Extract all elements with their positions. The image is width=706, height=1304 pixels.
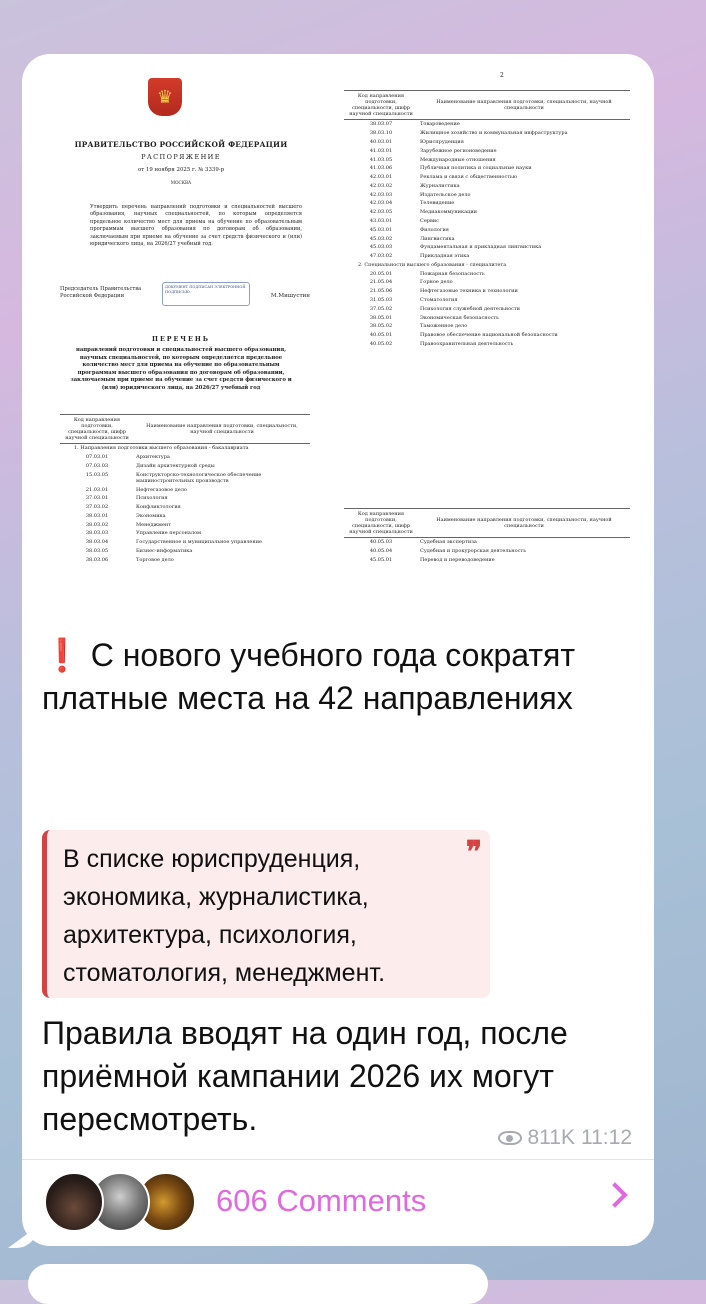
table-row [60,453,310,462]
table-row [60,511,310,520]
post-title-text: С нового учебного года сократят платные места на 42 направлениях [42,637,575,716]
next-message-bubble [28,1264,488,1304]
row-name: Лингвистика [420,235,455,242]
row-name: Перевод и переводоведение [420,556,495,563]
table-row [344,287,630,296]
row-code: 21.03.01 [85,486,109,493]
row-name: Психология [136,495,168,502]
table-row [344,208,630,217]
table-header-name: Наименование направления подготовки, специальности, научной специальности [418,91,630,120]
row-code: 37.03.01 [85,495,109,502]
row-code: 21.05.06 [369,288,393,295]
row-name: Телевидение [420,200,455,207]
row-name: Филология [420,226,449,233]
document-signer: М.Мишустин [270,293,310,299]
document-table-right-2 [344,508,630,564]
row-code: 38.03.02 [85,521,109,528]
avatar [44,1172,104,1232]
table-row [344,146,630,155]
table-row [344,340,630,349]
row-code: 45.03.02 [369,235,393,242]
row-name: Медиакоммуникации [420,209,477,216]
table-row [344,217,630,226]
row-name: Юриспруденция [420,138,464,145]
row-name: Издательское дело [420,191,471,198]
table-row [344,556,630,565]
table-row [60,547,310,556]
row-name: Реклама и связи с общественностью [420,174,518,181]
exclamation-icon: ❗ [42,637,82,673]
table-row [344,234,630,243]
table-row [344,155,630,164]
view-count: 811K [527,1126,575,1149]
table-row [344,547,630,556]
row-code: 42.03.04 [369,200,393,207]
row-name: Торговое дело [136,556,174,563]
signature-stamp: ДОКУМЕНТ ПОДПИСАН ЭЛЕКТРОННОЙ ПОДПИСЬЮ [162,282,250,306]
page-number: 2 [500,72,504,79]
chevron-right-icon [602,1182,627,1207]
row-name: Жилищное хозяйство и коммунальная инфраструктура [420,130,568,137]
table-row [60,503,310,512]
table-row [344,225,630,234]
table-row [344,243,630,252]
row-code: 42.03.01 [369,174,393,181]
table-row [60,494,310,503]
row-code: 38.03.10 [369,130,393,137]
row-name: Зарубежное регионоведение [420,147,497,154]
table-row [60,462,310,471]
row-name: Правовое обеспечение национальной безопасности [420,332,558,339]
table-row [344,190,630,199]
post-title [42,634,602,720]
document-order-text: Утвердить перечень направлений подготовки и специальностей высшего образования, научных специальностей, по которым определяется предельное количество мест для приема на обучение по образовательным программам высшего образования по договорам об образовании, заключаемым при приеме на обучение за счет средств физического и (или) юридического лица, на 2026/27 учебный год. [90,204,302,248]
row-code: 45.03.03 [369,244,393,251]
table-row [344,129,630,138]
row-code: 38.03.01 [85,512,109,519]
table-row [344,331,630,340]
row-code: 45.05.01 [369,556,393,563]
row-name: Экономическая безопасность [420,314,499,321]
row-name: Государственное и муниципальное управление [136,539,262,546]
row-code: 07.03.01 [85,454,109,461]
row-name: Менеджмент [136,521,171,528]
post-meta [498,1126,633,1150]
row-code: 21.05.04 [369,279,393,286]
post-body: Правила вводят на один год, после приёмной кампании 2026 их могут пересмотреть. [42,1015,568,1137]
comments-label: 606 Comments [216,1183,427,1218]
row-code: 42.03.02 [369,182,393,189]
quote-mark-icon: ❞ [465,835,482,870]
row-name: Сервис [420,217,439,224]
row-name: Конфликтология [136,504,181,511]
table-row [344,296,630,305]
row-name: Управление персоналом [136,530,201,537]
row-name: Стоматология [420,297,458,304]
document-order-type: РАСПОРЯЖЕНИЕ [141,153,221,161]
row-code: 40.05.03 [369,539,393,546]
post-time: 11:12 [581,1126,632,1149]
comments-button[interactable] [22,1160,654,1246]
row-name: Публичная политика и социальные науки [420,165,532,172]
row-name: Бизнес-информатика [136,547,193,554]
row-name: Нефтегазовые техника и технологии [420,288,518,295]
table-row [344,269,630,278]
table-header-name: Наименование направления подготовки, специальности, научной специальности [418,509,630,538]
row-code: 15.03.05 [85,471,109,478]
coat-of-arms-icon: ♛ [148,78,182,116]
table-section: 1. Направления подготовки высшего образования - бакалавриата [74,445,249,452]
table-row [60,555,310,564]
table-row [344,138,630,147]
row-code: 40.05.01 [369,332,393,339]
table-row [344,173,630,182]
table-row [344,252,630,261]
row-name: Конструкторско-технологическое обеспечение машиностроительных производств [136,471,262,484]
document-table-right [344,90,630,348]
row-code: 38.03.06 [85,556,109,563]
row-code: 38.03.07 [369,121,393,128]
row-code: 41.03.01 [369,147,393,154]
document-page-2 [330,64,630,664]
document-list-title: ПЕРЕЧЕНЬ [152,336,210,343]
row-code: 38.03.04 [85,539,109,546]
row-name: Дизайн архитектурной среды [136,462,215,469]
table-header-code: Код направления подготовки, специальности, шифр научной специальности [344,509,418,538]
row-code: 07.03.03 [85,462,109,469]
row-code: 31.05.03 [369,297,393,304]
row-code: 41.03.05 [369,156,393,163]
row-code: 37.03.02 [85,504,109,511]
table-row [60,529,310,538]
table-row [344,120,630,129]
table-row [344,278,630,287]
table-row [344,313,630,322]
row-code: 20.05.01 [369,270,393,277]
row-name: Психология служебной деятельности [420,305,521,312]
row-code: 43.03.01 [369,217,393,224]
document-page-1 [50,64,312,664]
quote-text: В списке юриспруденция, экономика, журналистика, архитектура, психология, стоматология, менеджмент. [63,845,386,987]
row-code: 45.03.01 [369,226,393,233]
table-row [60,538,310,547]
document-table-left [60,414,310,564]
table-row [344,304,630,313]
table-row [344,164,630,173]
row-code: 38.03.03 [85,530,109,537]
row-name: Судебная экспертиза [420,539,477,546]
row-code: 40.05.02 [369,340,393,347]
row-code: 38.05.01 [369,314,393,321]
row-name: Таможенное дело [420,323,468,330]
row-code: 42.03.03 [369,191,393,198]
document-gov-title: ПРАВИТЕЛЬСТВО РОССИЙСКОЙ ФЕДЕРАЦИИ [74,140,288,149]
row-name: Товароведение [420,121,460,128]
table-header-name: Наименование направления подготовки, специальности, научной специальности [134,415,310,444]
table-header-code: Код направления подготовки, специальности, шифр научной специальности [344,91,418,120]
row-name: Журналистика [420,182,460,189]
table-row [344,538,630,547]
row-name: Прикладная этика [420,253,470,260]
row-name: Правоохранительная деятельность [420,340,514,347]
table-row [344,322,630,331]
row-name: Экономика [136,512,166,519]
row-name: Судебная и прокурорская деятельность [420,548,526,555]
row-code: 47.03.02 [369,253,393,260]
table-header-code: Код направления подготовки, специальности, шифр научной специальности [60,415,134,444]
table-row [60,470,310,485]
row-name: Пожарная безопасность [420,270,485,277]
table-row [60,485,310,494]
message-bubble [22,54,654,1246]
table-row [60,520,310,529]
document-chair: Председатель Правительства Российской Федерации [60,286,142,299]
row-name: Фундаментальная и прикладная лингвистика [420,244,542,251]
eye-icon [498,1131,522,1145]
table-row [344,181,630,190]
document-image[interactable] [50,64,630,664]
row-code: 37.05.02 [369,305,393,312]
row-name: Архитектура [136,454,170,461]
row-code: 38.03.05 [85,547,109,554]
row-code: 42.03.05 [369,209,393,216]
document-list-subtitle: направлений подготовки и специальностей высшего образования, научных специальностей, по которым определяется предельное количество мест для приема на обучение по образовательным программам высшего образования по договорам об образовании, заключаемым при приеме на обучение за счет средств физического и (или) юридического лица, на 2026/27 учебный год [70,347,292,391]
row-name: Горное дело [420,279,453,286]
row-name: Международные отношения [420,156,496,163]
row-code: 38.05.02 [369,323,393,330]
document-city: МОСКВА [170,180,192,185]
row-name: Нефтегазовое дело [136,486,187,493]
table-section: 2. Специальности высшего образования - специалитета [358,261,507,268]
post-quote [42,830,490,998]
row-code: 41.03.06 [369,165,393,172]
row-code: 40.03.01 [369,138,393,145]
row-code: 40.05.04 [369,548,393,555]
table-row [344,199,630,208]
document-date: от 19 ноября 2025 г. № 3339-р [137,167,225,173]
